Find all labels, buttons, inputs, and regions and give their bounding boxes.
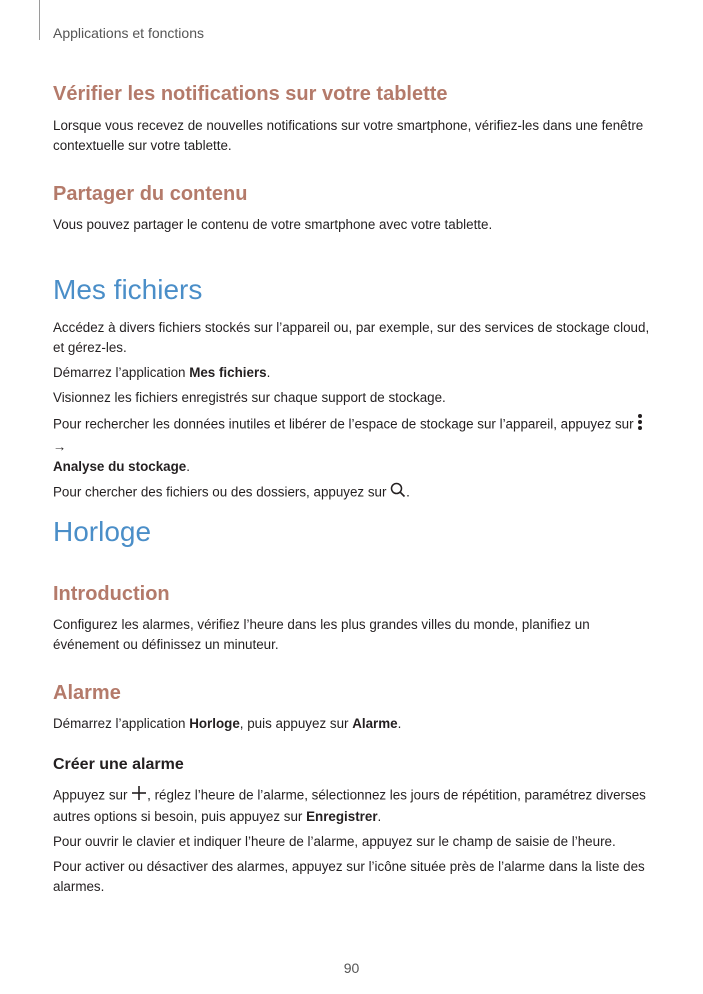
create-alarm-step3: Pour activer ou désactiver des alarmes, appuyez sur l’icône située près de l’alarme dans la liste des alarmes. [53, 859, 645, 894]
files-chapter [53, 274, 653, 306]
files-analyse [53, 413, 653, 477]
share-text: Vous pouvez partager le contenu de votre smartphone avec votre tablette. [53, 217, 493, 232]
notifications-heading: Vérifier les notifications sur votre tablette [53, 83, 448, 105]
create-alarm-step2: Pour ouvrir le clavier et indiquer l’heure de l’alarme, appuyez sur le champ de saisie de l’heure. [53, 834, 616, 849]
alarm-tab-name: Alarme [352, 716, 398, 731]
create-step1-text: Appuyez sur [53, 787, 132, 803]
files-heading: Mes fichiers [53, 274, 203, 305]
alarm-section [53, 682, 653, 705]
search-icon [390, 482, 406, 504]
arrow-glyph: → [53, 439, 67, 454]
files-view: Visionnez les fichiers enregistrés sur chaque support de stockage. [53, 390, 446, 405]
files-body [53, 318, 653, 504]
notifications-text: Lorsque vous recevez de nouvelles notifications sur votre smartphone, vérifiez-les dans une fenêtre contextuelle sur votre tablette. [53, 118, 644, 153]
intro-text: Configurez les alarmes, vérifiez l’heure dans les plus grandes villes du monde, planifiez un événement ou définissez un minuteur. [53, 617, 590, 652]
create-alarm-section [53, 756, 653, 774]
intro-section [53, 583, 653, 606]
share-heading: Partager du contenu [53, 183, 248, 205]
intro-body [53, 615, 653, 655]
create-alarm-step1 [53, 785, 653, 827]
running-header: Applications et fonctions [53, 25, 204, 41]
storage-analysis-label: Analyse du stockage [53, 459, 187, 474]
add-icon [131, 785, 147, 807]
notifications-body [53, 116, 653, 156]
create-step1-end: . [377, 809, 382, 824]
alarm-mid-text: , puis appuyez sur [239, 716, 353, 731]
create-alarm-body [53, 785, 653, 897]
files-search-text: Pour chercher des fichiers ou des dossiers, appuyez sur [53, 484, 391, 500]
create-step1-mid: , réglez l’heure de l’alarme, sélectionnez les jours de répétition, paramétrez diverses autres options si besoin, puis appuyez sur [53, 787, 646, 824]
files-analyse-end: . [186, 459, 190, 474]
clock-app-name: Horloge [189, 716, 240, 731]
save-label: Enregistrer [306, 809, 378, 824]
files-search [53, 482, 653, 504]
create-alarm-heading: Créer une alarme [53, 756, 184, 773]
alarm-start-text: Démarrez l’application [53, 716, 190, 731]
files-app-name: Mes fichiers [189, 365, 267, 380]
alarm-body [53, 714, 653, 734]
intro-heading: Introduction [53, 583, 170, 605]
page-number: 90 [343, 960, 360, 976]
files-start-app [53, 363, 653, 383]
margin-rule [39, 0, 40, 40]
notifications-section [53, 83, 653, 106]
clock-heading: Horloge [53, 516, 152, 547]
files-start-end: . [266, 365, 271, 380]
files-search-end: . [406, 484, 410, 500]
alarm-start [53, 714, 653, 734]
clock-chapter [53, 516, 653, 548]
alarm-start-end: . [397, 716, 402, 731]
files-analyse-text: Pour rechercher les données inutiles et libérer de l’espace de stockage sur l’appareil, appuyez sur [53, 416, 638, 432]
more-options-icon [637, 413, 643, 437]
share-section [53, 183, 653, 206]
files-intro: Accédez à divers fichiers stockés sur l’appareil ou, par exemple, sur des services de stockage cloud, et gérez-les. [53, 320, 650, 355]
alarm-heading: Alarme [53, 682, 121, 704]
share-body [53, 215, 653, 235]
files-start-text: Démarrez l’application [53, 365, 190, 380]
